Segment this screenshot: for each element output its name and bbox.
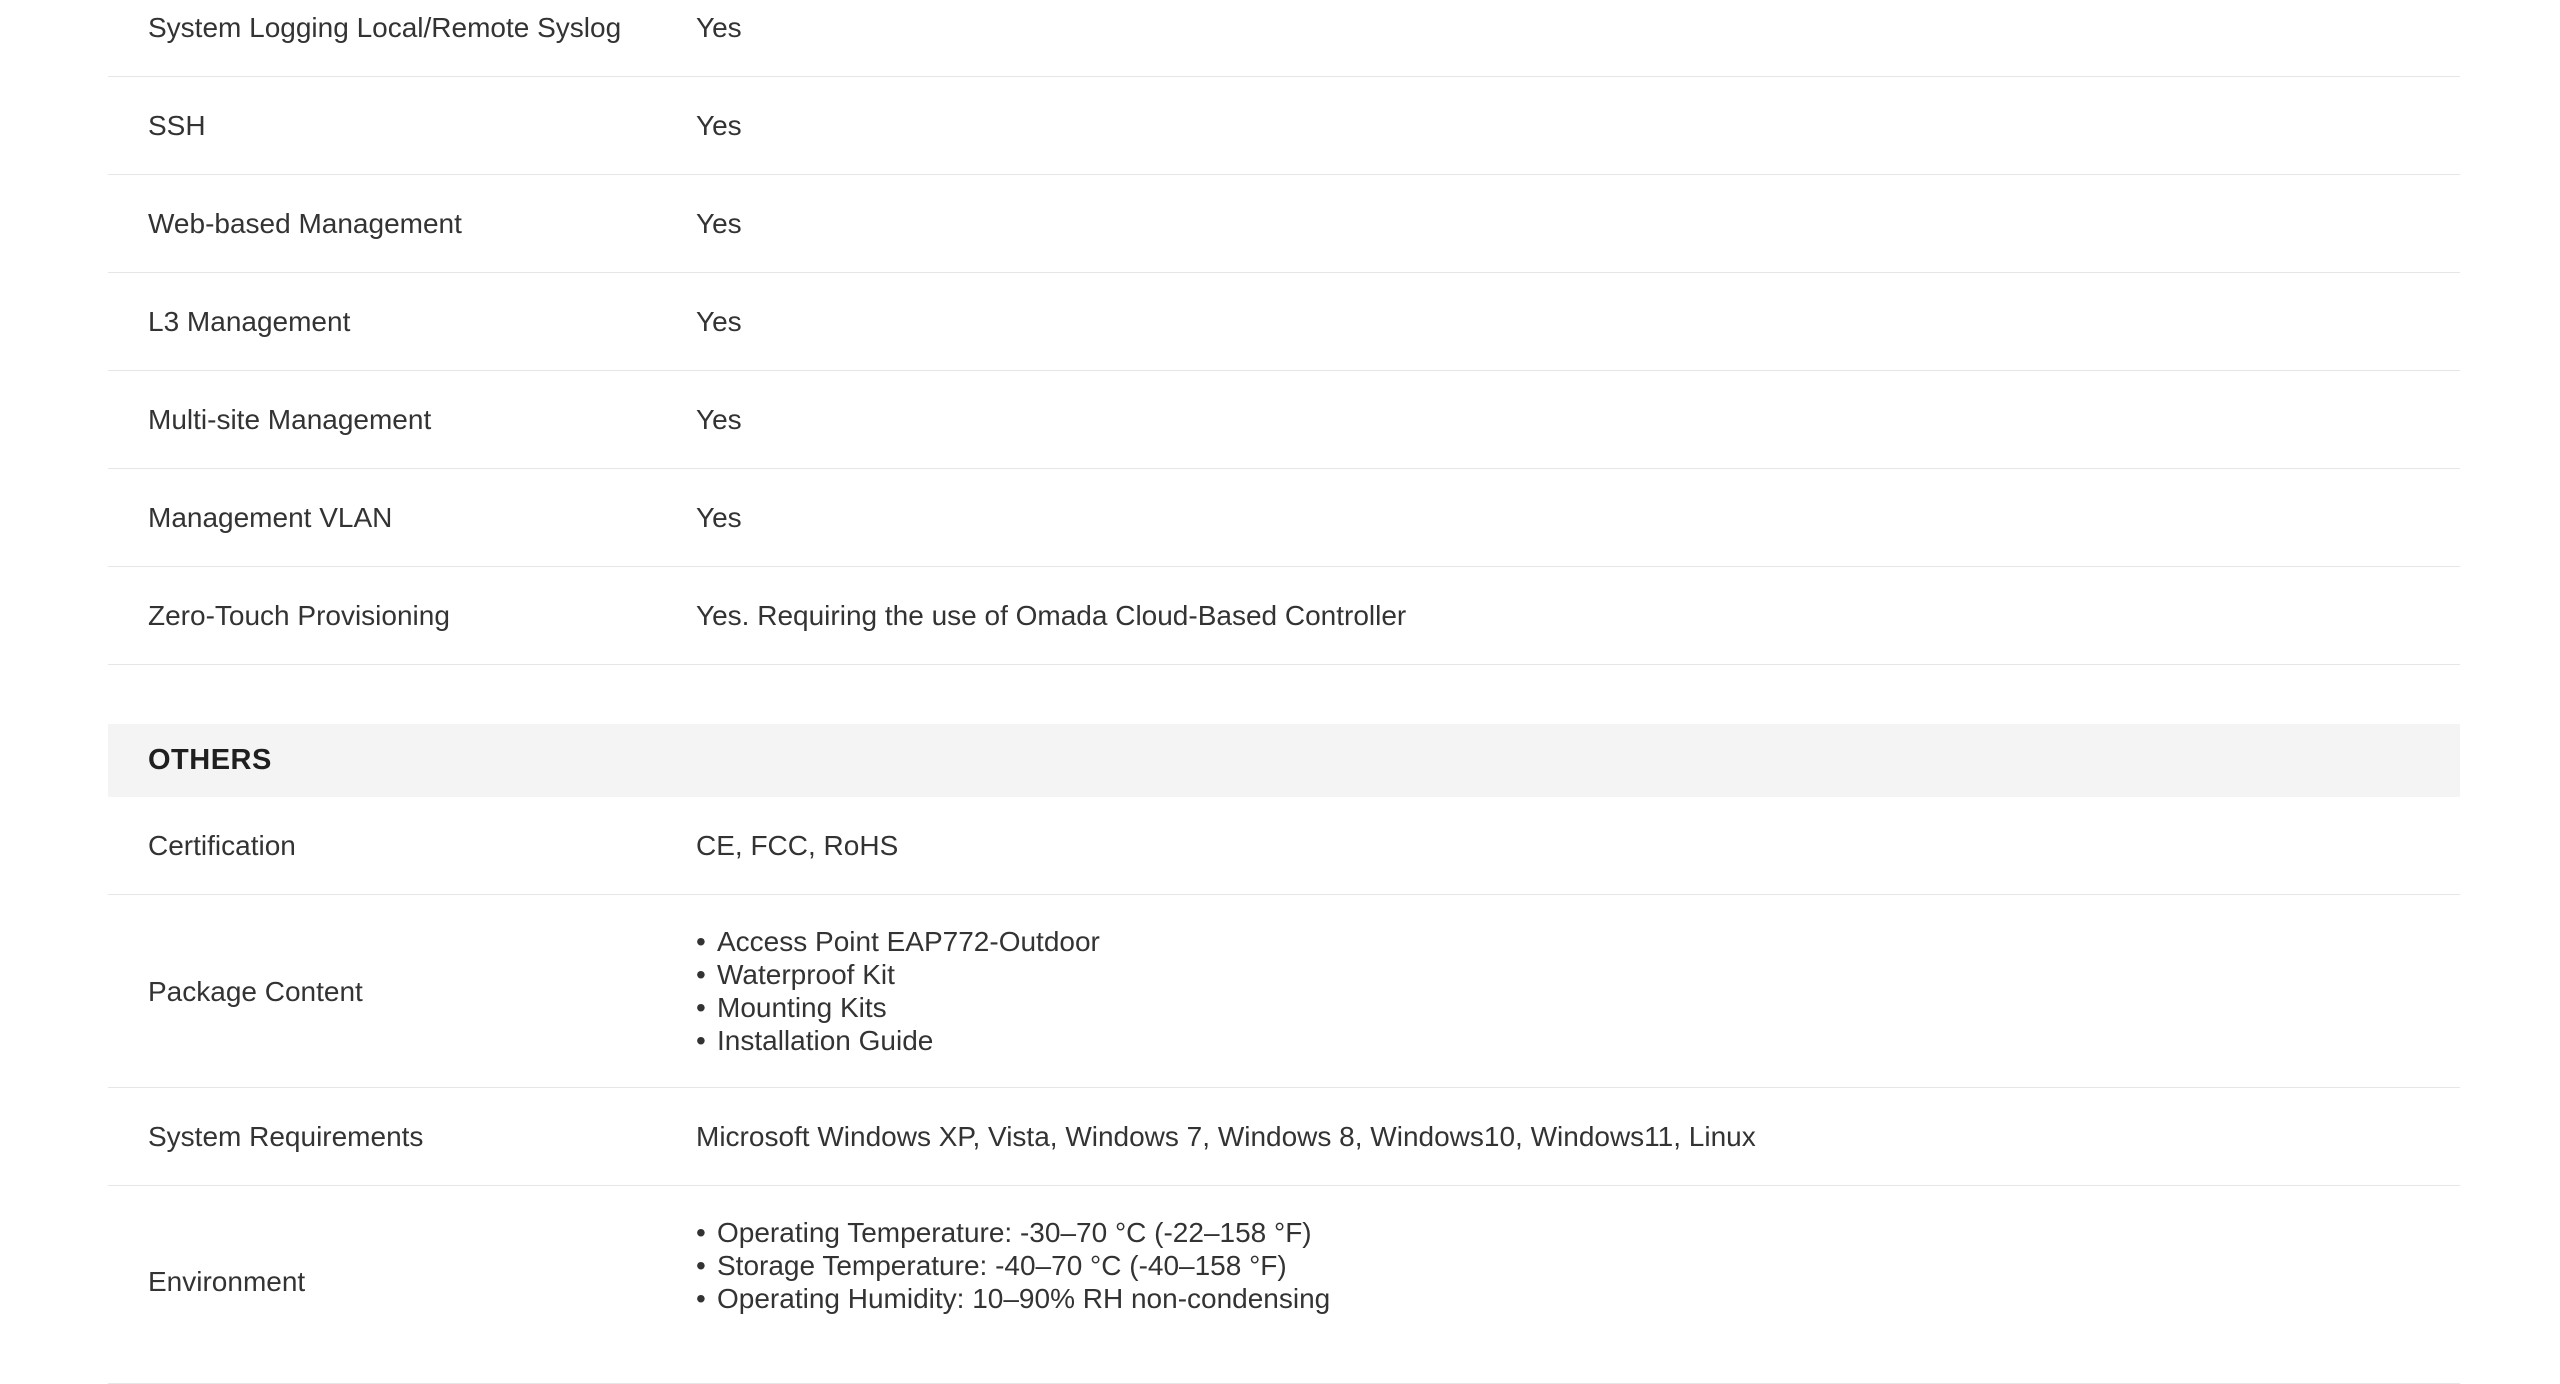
- bullet-icon: •: [696, 926, 706, 957]
- list-item-text: Waterproof Kit: [717, 959, 895, 990]
- list-item: [696, 1282, 2420, 1315]
- list-item: [696, 1249, 2420, 1282]
- section-spacer: [108, 665, 2460, 724]
- spec-row-certification: [108, 797, 2460, 895]
- spec-label: System Requirements: [148, 1121, 424, 1152]
- spec-label: Certification: [148, 830, 296, 861]
- spec-label: SSH: [148, 110, 206, 141]
- spec-row-ssh: [108, 77, 2460, 175]
- spec-row-zero-touch: [108, 567, 2460, 665]
- spec-value: Yes. Requiring the use of Omada Cloud-Based Controller: [696, 600, 1407, 631]
- spec-value: CE, FCC, RoHS: [696, 830, 899, 861]
- section-header-others: [108, 724, 2460, 797]
- bullet-icon: •: [696, 959, 706, 990]
- spec-label: Management VLAN: [148, 502, 393, 533]
- spec-row-management-vlan: [108, 469, 2460, 567]
- list-item-text: Operating Humidity: 10–90% RH non-condensing: [717, 1283, 1331, 1314]
- section-title: OTHERS: [148, 744, 272, 776]
- list-item: [696, 1024, 2420, 1057]
- spec-row-system-requirements: [108, 1088, 2460, 1186]
- list-item: [696, 991, 2420, 1024]
- spec-label: Zero-Touch Provisioning: [148, 600, 450, 631]
- list-item-text: Storage Temperature: -40–70 °C (-40–158 °F): [717, 1250, 1287, 1281]
- spec-row-syslog: [108, 0, 2460, 77]
- spec-row-web-management: [108, 175, 2460, 273]
- spec-label: Package Content: [148, 975, 363, 1007]
- list-item-text: Access Point EAP772-Outdoor: [717, 926, 1100, 957]
- list-item-text: Installation Guide: [717, 1025, 934, 1056]
- spec-value: Yes: [696, 110, 742, 141]
- spec-label: Environment: [148, 1266, 306, 1297]
- specifications-table: [108, 0, 2460, 1384]
- spec-label: Multi-site Management: [148, 404, 432, 435]
- spec-row-package-content: [108, 895, 2460, 1088]
- spec-label: System Logging Local/Remote Syslog: [148, 12, 622, 43]
- spec-value: Yes: [696, 502, 742, 533]
- bullet-icon: •: [696, 1283, 706, 1314]
- list-item: [696, 1216, 2420, 1249]
- list-item-text: Mounting Kits: [717, 992, 887, 1023]
- spec-value: Yes: [696, 306, 742, 337]
- spec-value: Yes: [696, 208, 742, 239]
- spec-value: [696, 925, 2460, 1057]
- spec-value: Microsoft Windows XP, Vista, Windows 7, Windows 8, Windows10, Windows11, Linux: [696, 1121, 1756, 1152]
- spec-row-environment: [108, 1186, 2460, 1384]
- spec-row-l3-management: [108, 273, 2460, 371]
- spec-value: [696, 1216, 2460, 1315]
- spec-value: Yes: [696, 404, 742, 435]
- list-item: [696, 925, 2420, 958]
- spec-value: Yes: [696, 12, 742, 43]
- bullet-icon: •: [696, 1250, 706, 1281]
- environment-list: [696, 1216, 2420, 1315]
- bullet-icon: •: [696, 1025, 706, 1056]
- spec-label: Web-based Management: [148, 208, 462, 239]
- spec-row-multi-site: [108, 371, 2460, 469]
- bullet-icon: •: [696, 1217, 706, 1248]
- list-item-text: Operating Temperature: -30–70 °C (-22–158 °F): [717, 1217, 1312, 1248]
- package-content-list: [696, 925, 2420, 1057]
- bullet-icon: •: [696, 992, 706, 1023]
- list-item: [696, 958, 2420, 991]
- spec-label: L3 Management: [148, 306, 351, 337]
